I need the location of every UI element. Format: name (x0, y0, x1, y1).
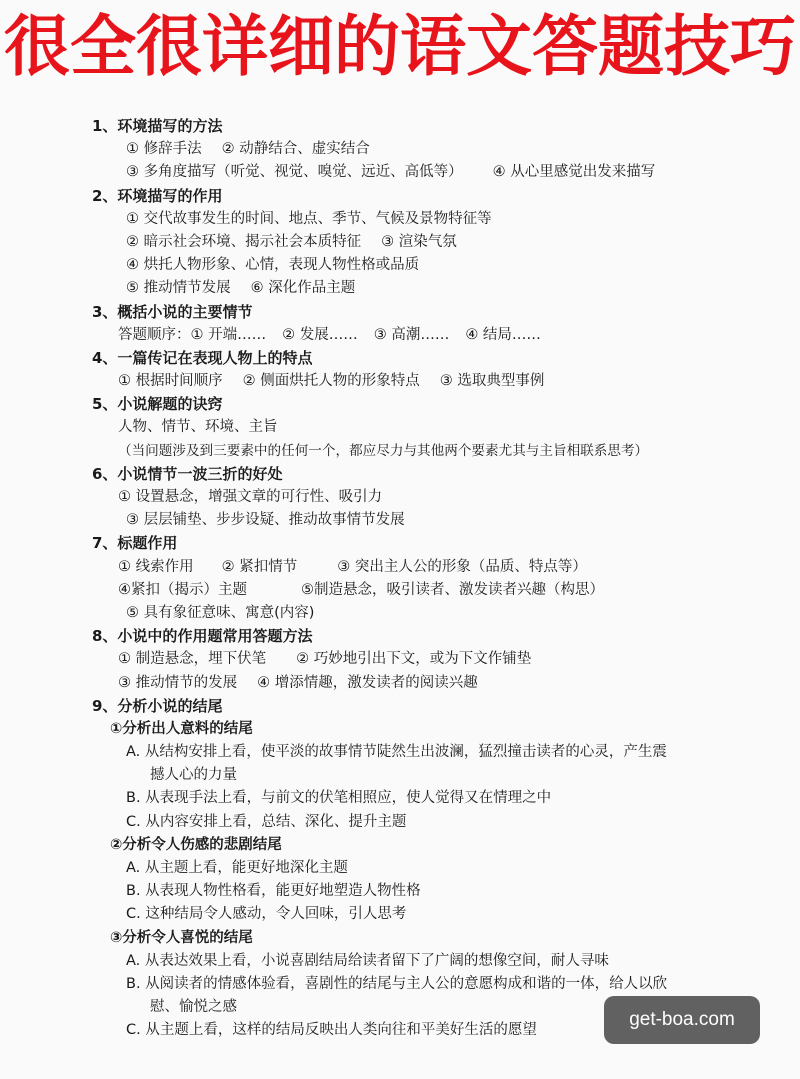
subsection-3-line-1: A. 从表达效果上看，小说喜剧结局给读者留下了广阔的想像空间，耐人寻味 (126, 952, 609, 969)
page-title: 很全很详细的语文答题技巧 (4, 7, 796, 85)
section-7-line-2 (92, 579, 792, 602)
list-item: ② 发展…… (282, 326, 358, 343)
section-heading-5: 5、小说解题的诀窍 (92, 395, 223, 414)
section-1-line-1 (92, 138, 792, 161)
list-item: ② 暗示社会环境、揭示社会本质特征 (126, 233, 362, 250)
list-item: ① 交代故事发生的时间、地点、季节、气候及景物特征等 (126, 210, 492, 227)
list-item: ③ 突出主人公的形象（品质、特点等） (337, 558, 587, 575)
subsection-2-line-3: C. 这种结局令人感动，令人回味，引人思考 (126, 906, 407, 923)
section-heading-1: 1、环境描写的方法 (92, 117, 223, 135)
section-6-line-2: ③ 层层铺垫、步步设疑、推动故事情节发展 (126, 512, 405, 529)
section-4-line-1 (92, 370, 792, 393)
section-3-line-1 (92, 324, 792, 347)
subsection-2-line-2: B. 从表现人物性格看，能更好地塑造人物性格 (126, 883, 421, 900)
list-item: ① 根据时间顺序 (118, 373, 223, 390)
section-7-line-1 (92, 556, 792, 579)
section-2-line-2 (92, 231, 792, 254)
section-heading-2: 2、环境描写的作用 (92, 186, 223, 205)
list-item: ② 动静结合、虚实结合 (221, 141, 370, 158)
tips-list (92, 115, 792, 1043)
list-item: ③ 多角度描写（听觉、视觉、嗅觉、远近、高低等） (126, 164, 463, 181)
section-heading-7: 7、标题作用 (92, 534, 178, 553)
section-1-line-2 (92, 161, 792, 184)
list-item: ② 巧妙地引出下文，或为下文作铺垫 (296, 651, 532, 668)
list-item: ⑤ 推动情节发展 (126, 280, 231, 297)
list-item: ④ 增添情趣，激发读者的阅读兴趣 (257, 674, 478, 691)
list-item: ④ 烘托人物形象、心情，表现人物性格或品质 (126, 257, 420, 274)
section-heading-4: 4、一篇传记在表现人物上的特点 (92, 348, 313, 367)
list-item: ⑥ 深化作品主题 (250, 280, 356, 297)
section-heading-9: 9、分析小说的结尾 (92, 696, 223, 715)
section-7-line-3: ⑤ 具有象征意味、寓意(内容) (126, 604, 315, 621)
subsection-1-line-3: C. 从内容安排上看，总结、深化、提升主题 (126, 813, 407, 830)
section-heading-3: 3、概括小说的主要情节 (92, 302, 253, 321)
section-heading-8: 8、小说中的作用题常用答题方法 (92, 627, 313, 646)
subsection-title-2: ②分析令人伤感的悲剧结尾 (110, 836, 282, 853)
section-8-line-2 (92, 672, 792, 695)
list-item: ① 制造悬念，埋下伏笔 (118, 651, 267, 668)
list-item: 答题顺序：① 开端…… (118, 326, 267, 343)
section-heading-6: 6、小说情节一波三折的好处 (92, 464, 283, 483)
list-item: ⑤制造悬念，吸引读者、激发读者兴趣（构思） (301, 581, 604, 598)
subsection-2-line-1: A. 从主题上看，能更好地深化主题 (126, 860, 348, 876)
subsection-title-1: ①分析出人意料的结尾 (110, 720, 253, 737)
list-item: ② 侧面烘托人物的形象特点 (242, 373, 420, 390)
subsection-1-line-1b: 撼人心的力量 (150, 767, 237, 784)
list-item: ③ 推动情节的发展 (118, 674, 238, 691)
list-item: ④紧扣（揭示）主题 (118, 581, 247, 598)
list-item: ① 修辞手法 (126, 141, 202, 158)
subsection-3-line-3: C. 从主题上看，这样的结局反映出人类向往和平美好生活的愿望 (126, 1022, 537, 1039)
section-5-line-1: 人物、情节、环境、主旨 (118, 419, 278, 436)
subsection-title-3: ③分析令人喜悦的结尾 (110, 929, 253, 946)
list-item: ③ 选取典型事例 (439, 373, 545, 390)
list-item: ④ 从心里感觉出发来描写 (492, 164, 656, 181)
section-2-line-4 (92, 277, 792, 300)
section-8-line-1 (92, 648, 792, 671)
subsection-1-line-1: A. 从结构安排上看，使平淡的故事情节陡然生出波澜，猛烈撞击读者的心灵，产生震 (126, 744, 667, 761)
list-item: ③ 渲染气氛 (381, 233, 457, 250)
list-item: ① 线索作用 (118, 558, 194, 575)
subsection-1-line-2: B. 从表现手法上看，与前文的伏笔相照应，使人觉得又在情理之中 (126, 790, 552, 807)
section-5-line-2: （当问题涉及到三要素中的任何一个，都应尽力与其他两个要素尤其与主旨相联系思考） (118, 442, 649, 459)
subsection-3-line-2: B. 从阅读者的情感体验看，喜剧性的结尾与主人公的意愿构成和谐的一体，给人以欣 (126, 975, 668, 992)
section-2-line-1 (92, 208, 792, 231)
watermark-badge: get-boa.com (604, 996, 760, 1044)
section-2-line-3 (92, 254, 792, 277)
list-item: ④ 结局…… (465, 326, 541, 343)
list-item: ② 紧扣情节 (221, 558, 298, 575)
subsection-3-line-2b: 慰、愉悦之感 (150, 999, 237, 1016)
section-6-line-1: ① 设置悬念，增强文章的可行性、吸引力 (118, 489, 383, 505)
list-item: ③ 高潮…… (373, 326, 450, 343)
